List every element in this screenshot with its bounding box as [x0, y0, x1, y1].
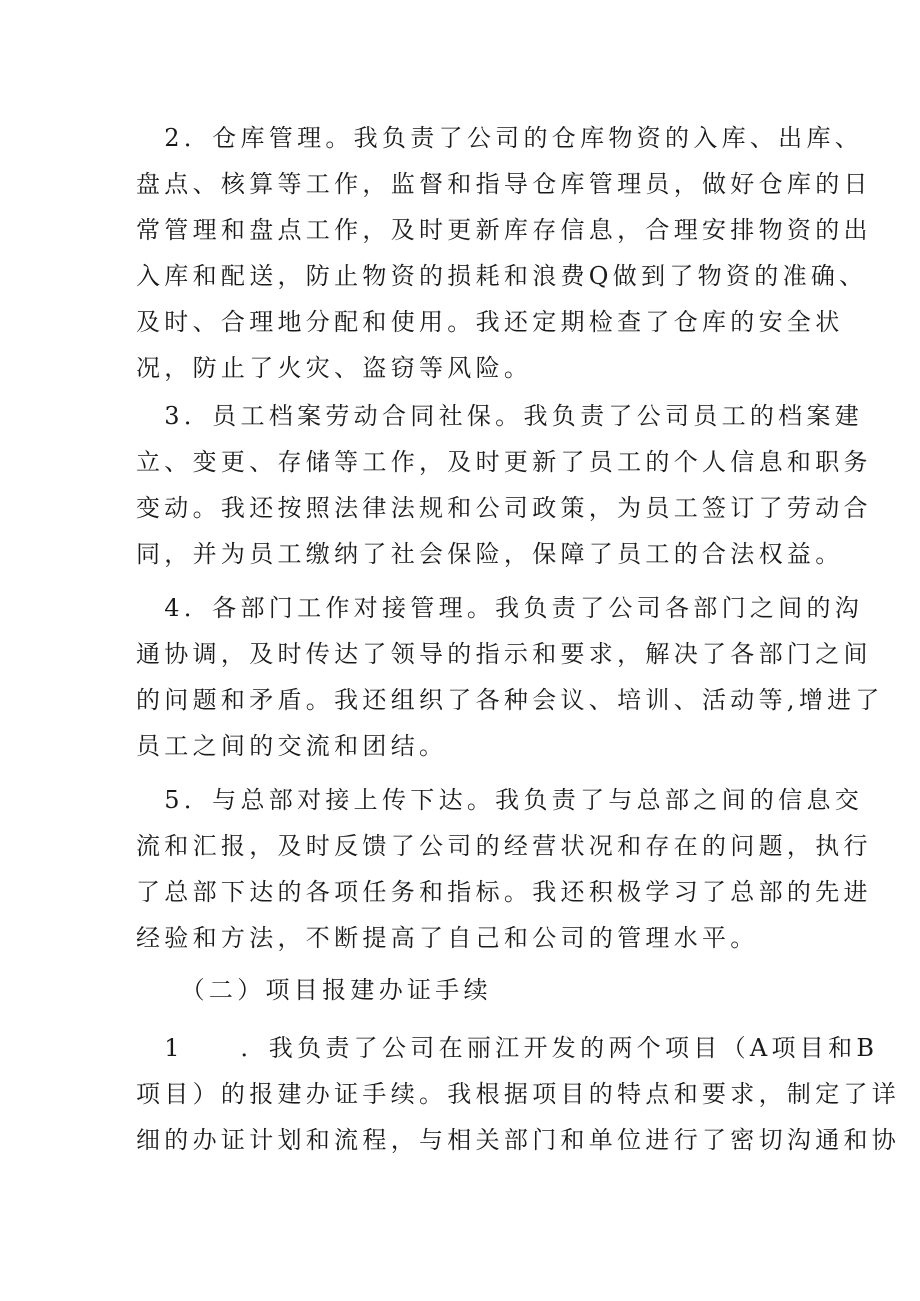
paragraph-headquarters — [136, 777, 872, 961]
text-line: 项目）的报建办证手续。我根据项目的特点和要求，制定了详 — [136, 1080, 901, 1108]
text-line: 2．仓库管理。我负责了公司的仓库物资的入库、出库、 — [136, 124, 864, 152]
text-line: 及时、合理地分配和使用。我还定期检查了仓库的安全状 — [136, 308, 844, 336]
text-line: 入库和配送，防止物资的损耗和浪费Q做到了物资的准确、 — [136, 262, 868, 290]
text-line: 立、变更、存储等工作，及时更新了员工的个人信息和职务 — [136, 448, 872, 476]
section-heading-text: （二）项目报建办证手续 — [136, 976, 492, 1004]
paragraph-departments — [136, 585, 884, 769]
text-line: 盘点、核算等工作，监督和指导仓库管理员，做好仓库的日 — [136, 170, 872, 198]
text-line: 况，防止了火灾、盗窃等风险。 — [136, 354, 533, 382]
text-line: 常管理和盘点工作，及时更新库存信息，合理安排物资的出 — [136, 216, 872, 244]
paragraph-warehouse — [136, 115, 872, 391]
section-heading — [136, 967, 796, 1013]
text-line: 的问题和矛盾。我还组织了各种会议、培训、活动等,增进了 — [136, 686, 884, 714]
text-line: 同，并为员工缴纳了社会保险，保障了员工的合法权益。 — [136, 540, 844, 568]
text-line: 5．与总部对接上传下达。我负责了与总部之间的信息交 — [136, 786, 864, 814]
text-line: 通协调，及时传达了领导的指示和要求，解决了各部门之间 — [136, 640, 872, 668]
text-line: 经验和方法，不断提高了自己和公司的管理水平。 — [136, 924, 759, 952]
paragraph-staff-records — [136, 393, 872, 577]
text-line: 流和汇报，及时反馈了公司的经营状况和存在的问题，执行 — [136, 832, 872, 860]
text-line: 细的办证计划和流程，与相关部门和单位进行了密切沟通和协 — [136, 1126, 901, 1154]
text-line: 了总部下达的各项任务和指标。我还积极学习了总部的先进 — [136, 878, 872, 906]
text-line: 3．员工档案劳动合同社保。我负责了公司员工的档案建 — [136, 402, 864, 430]
text-line: 4．各部门工作对接管理。我负责了公司各部门之间的沟 — [136, 594, 864, 622]
text-line: 员工之间的交流和团结。 — [136, 732, 448, 760]
text-line: 1 ．我负责了公司在丽江开发的两个项目（A项目和B — [136, 1034, 879, 1062]
text-line: 变动。我还按照法律法规和公司政策，为员工签订了劳动合 — [136, 494, 872, 522]
paragraph-permits — [136, 1025, 901, 1163]
